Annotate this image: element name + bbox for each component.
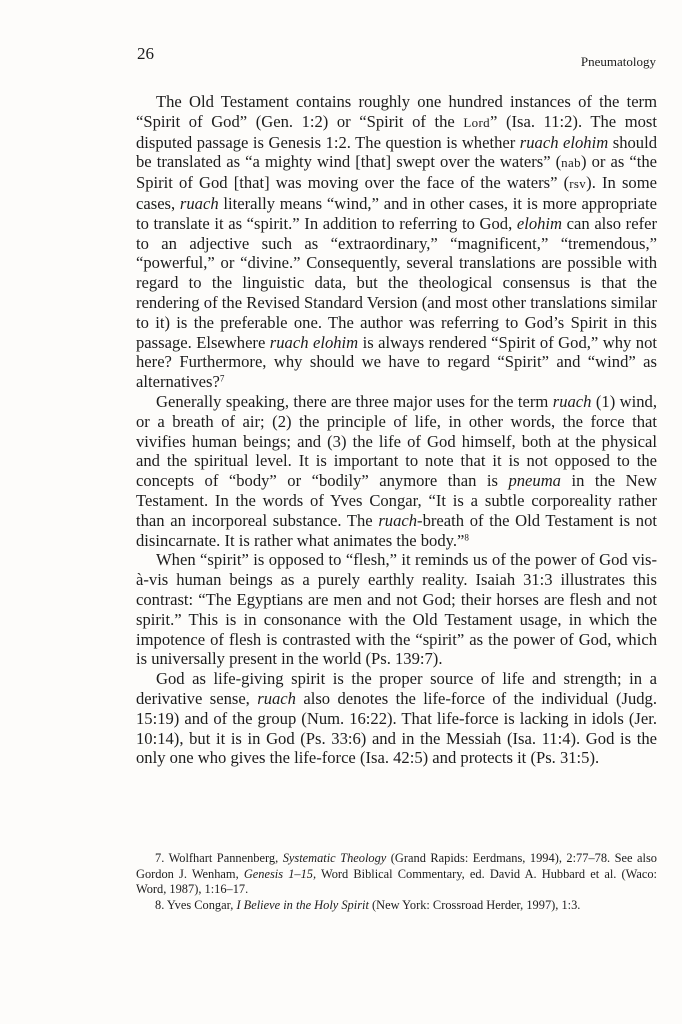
text-run: (Grand Rapids: Eerdmans, 1994), 2:77–78. See also Gordon J. Wenham,	[136, 851, 657, 881]
text-run: 8. Yves Congar,	[155, 897, 237, 912]
footnote-ref-8[interactable]: 8	[464, 532, 469, 543]
paragraph-2	[136, 392, 657, 550]
text-run: ). In some cases,	[136, 173, 657, 213]
text-run: 7. Wolfhart Pannenberg,	[155, 851, 283, 865]
italic-term: ruach elohim	[269, 332, 359, 352]
text-run: is always rendered “Spirit of God,” why not here? Furthermore, why should we have to regard “Spirit” and “wind” as alternatives?	[136, 332, 657, 392]
small-caps-rsv: rsv	[569, 176, 587, 192]
small-caps-nab: nab	[561, 155, 582, 171]
text-run: Word Biblical Commentary, ed. David A. Hubbard et al. (Waco: Word, 1987), 1:16–17.	[136, 866, 657, 897]
footnote-8	[136, 898, 657, 914]
text-run: literally means “wind,” and in other cases, it is more appropriate to translate it as “spirit.” In addition to referring to God,	[136, 193, 657, 233]
text-run: should be translated as “a mighty wind [that] swept over the waters” (	[136, 132, 657, 172]
text-run: also denotes the life-force of the individual (Judg. 15:19) and of the group (Num. 16:22). That life-force is lacking in idols (Jer. 10:14), but it is in God (Ps. 33:6) and in the Messiah (Isa. 11:4). God is the only one who gives the life-force (Isa. 42:5) and protects it (Ps. 31:5).	[136, 688, 657, 768]
text-run: (New York: Crossroad Herder, 1997), 1:3.	[368, 897, 581, 912]
text-run: ” (Isa. 11:2). The most disputed passage is Genesis 1:2. The question is whether	[136, 111, 657, 152]
footnotes	[136, 851, 657, 913]
running-head: Pneumatology	[580, 54, 656, 69]
small-caps-lord: Lord	[463, 114, 491, 130]
main-text	[136, 92, 657, 768]
italic-term: ruach	[552, 391, 592, 411]
text-run: God as life-giving spirit is the proper source of life and strength; in a derivative sense,	[136, 669, 657, 708]
italic-term: ruach elohim	[519, 132, 609, 152]
italic-title: I Believe in the Holy Spirit	[236, 897, 369, 912]
text-run: (1) wind, or a breath of air; (2) the principle of life, in other words, the force that vivifies human beings; and (3) the life of God himself, both at the physical and the spiritual level. It is important to note that it is not opposed to the concepts of “body” or “bodily” anymore than is	[136, 391, 657, 491]
text-run: -breath of the Old Testament is not disincarnate. It is rather what animates the body.”	[136, 510, 657, 550]
footnote-ref-7[interactable]: 7	[219, 373, 225, 384]
page-number: 26	[137, 44, 154, 63]
italic-term: ruach	[378, 510, 418, 530]
paragraph-4	[136, 669, 657, 768]
footnote-7	[136, 851, 657, 898]
text-run: ) or as “the Spirit of God [that] was moving over the face of the waters” (	[136, 152, 657, 193]
italic-term: ruach	[257, 688, 296, 708]
text-run: The Old Testament contains roughly one hundred instances of the term “Spirit of God” (Gen. 1:2) or “Spirit of the	[136, 92, 657, 131]
italic-title: Systematic Theology	[282, 851, 387, 865]
paragraph-3: When “spirit” is opposed to “flesh,” it reminds us of the power of God vis-à-vis human beings as a purely earthly reality. Isaiah 31:3 illustrates this contrast: “The Egyptians are men and not God; their horses are flesh and not spirit.” This is in consonance with the Old Testament usage, in which the impotence of flesh is contrasted with the “spirit” as the power of God, which is universally present in the world (Ps. 139:7).	[136, 550, 657, 669]
text-run: can also refer to an adjective such as “extraordinary,” “magnificent,” “tremendous,” “powerful,” or “divine.” Consequently, several translations are possible with regard to the linguistic data, but the theological consensus is that the rendering of the Revised Standard Version (and most other translations similar to it) is the preferable one. The author was referring to God’s Spirit in this passage. Elsewhere	[136, 213, 657, 352]
paragraph-1	[136, 92, 657, 392]
italic-term: ruach	[179, 193, 219, 213]
text-run: Generally speaking, there are three major uses for the term	[156, 391, 553, 411]
italic-term: pneuma	[508, 471, 561, 491]
text-run: in the New Testament. In the words of Yves Congar, “It is a subtle corporeality rather than an incorporeal substance. The	[136, 471, 657, 530]
italic-term: elohim	[516, 213, 563, 233]
italic-title: Genesis 1–15,	[243, 866, 317, 881]
